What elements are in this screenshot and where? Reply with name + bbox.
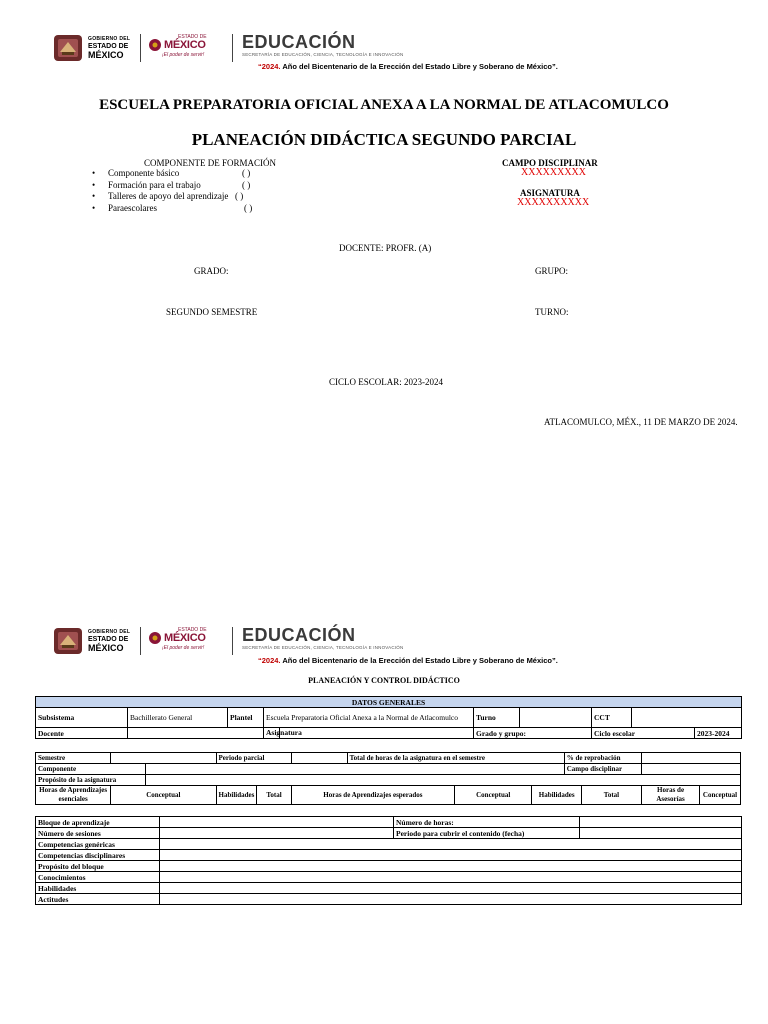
sesiones-value[interactable]: [160, 828, 394, 839]
component-item: [92, 168, 251, 180]
conceptual-header: Conceptual: [455, 786, 532, 805]
education-logo: [242, 32, 403, 57]
edomex-slogan: ¡El poder de servir!: [162, 52, 205, 58]
edu-title: EDUCACIÓN: [242, 32, 356, 52]
motto-text: Año del Bicentenario de la Erección del Estado Libre y Soberano de México”.: [280, 656, 558, 665]
component-mark[interactable]: ( ): [242, 179, 251, 190]
datos-generales-heading: DATOS GENERALES: [36, 697, 742, 708]
horas-asesorias-label: Horas de Asesorías: [642, 786, 700, 805]
campo-value: XXXXXXXXX: [521, 167, 586, 178]
component-heading: COMPONENTE DE FORMACIÓN: [144, 158, 277, 168]
reprobacion-value[interactable]: [642, 753, 741, 764]
edomex-slogan: ¡El poder de servir!: [162, 645, 205, 651]
campo-label: CAMPO DISCIPLINAR: [502, 158, 598, 168]
component-label: Paraescolares: [108, 202, 157, 213]
docente-value[interactable]: [128, 728, 264, 739]
habilidades-header: Habilidades: [216, 786, 257, 805]
ciclo-value[interactable]: 2023-2024: [695, 728, 742, 739]
edomex-flower-icon: [148, 38, 162, 52]
grupo-label: GRUPO:: [535, 266, 569, 276]
semestre-label: Semestre: [36, 753, 111, 764]
header-divider: [232, 627, 233, 655]
table-row-value[interactable]: [160, 872, 742, 883]
component-item: [92, 191, 244, 203]
plantel-value[interactable]: Escuela Preparatoria Oficial Anexa a la Normal de Atlacomulco: [264, 708, 474, 728]
table-row-value[interactable]: [160, 850, 742, 861]
state-government-label: [88, 35, 130, 59]
componente-value[interactable]: [145, 764, 564, 775]
component-item: [92, 202, 253, 215]
horas-esenciales-label: Horas de Aprendizajes esenciales: [36, 786, 111, 805]
total-header: Total: [581, 786, 641, 805]
num-horas-label: Número de horas:: [394, 817, 580, 828]
datos-generales-table: [35, 696, 742, 739]
motto: [258, 62, 558, 71]
page-title: PLANEACIÓN DIDÁCTICA SEGUNDO PARCIAL: [191, 130, 577, 149]
asignatura-table: [35, 752, 741, 805]
state-government-label: [88, 628, 130, 652]
subsistema-value[interactable]: Bachillerato General: [128, 708, 228, 728]
component-label: Formación para el trabajo: [108, 179, 201, 190]
motto-text: Año del Bicentenario de la Erección del Estado Libre y Soberano de México”.: [280, 62, 558, 71]
gob-line3: MÉXICO: [88, 50, 124, 60]
asignatura-value: XXXXXXXXXX: [517, 197, 590, 208]
habilidades-header: Habilidades: [532, 786, 581, 805]
conceptual-header: Conceptual: [111, 786, 216, 805]
bloque-label: Bloque de aprendizaje: [36, 817, 160, 828]
page2-title: PLANEACIÓN Y CONTROL DIDÁCTICO: [308, 676, 460, 685]
ciclo-label: CICLO ESCOLAR: 2023-2024: [329, 377, 444, 387]
edu-title: EDUCACIÓN: [242, 625, 356, 645]
semestre-value[interactable]: [111, 753, 216, 764]
total-header: Total: [257, 786, 291, 805]
table-row-label: Habilidades: [36, 883, 160, 894]
motto-year: “2024.: [258, 656, 281, 665]
table-row-label: Competencias disciplinares: [36, 850, 160, 861]
gob-line2: ESTADO DE: [88, 636, 129, 643]
componente-label: Componente: [36, 764, 146, 775]
edu-subtitle: SECRETARÍA DE EDUCACIÓN, CIENCIA, TECNOLOGÍA E INNOVACIÓN: [242, 645, 404, 650]
component-list: [92, 168, 253, 214]
header-divider: [232, 34, 233, 62]
docente-label: DOCENTE: PROFR. (A): [339, 243, 432, 253]
periodo-value[interactable]: [291, 753, 347, 764]
plantel-label: Plantel: [228, 708, 264, 728]
table-row-label: Actitudes: [36, 894, 160, 905]
subsistema-label: Subsistema: [36, 708, 128, 728]
component-mark[interactable]: ( ): [235, 191, 244, 201]
table-row-label: Competencias genéricas: [36, 839, 160, 850]
conceptual-header: Conceptual: [700, 786, 741, 805]
proposito-asignatura-value[interactable]: [145, 775, 740, 786]
turno-label: Turno: [474, 708, 520, 728]
fecha-label: ATLACOMULCO, MÉX., 11 DE MARZO DE 2024.: [544, 417, 738, 427]
proposito-asignatura-label: Propósito de la asignatura: [36, 775, 146, 786]
gob-line1: GOBIERNO DEL: [88, 629, 131, 635]
grado-label: GRADO:: [194, 266, 229, 276]
edomex-logo: [148, 627, 222, 657]
edomex-small: ESTADO DE: [178, 34, 207, 40]
edomex-flower-icon: [148, 631, 162, 645]
table-row-value[interactable]: [160, 861, 742, 872]
turno-value[interactable]: [520, 708, 592, 728]
gob-line3: MÉXICO: [88, 643, 124, 653]
edomex-logo: [148, 34, 222, 64]
cct-label: CCT: [592, 708, 632, 728]
asignatura-label-text: Asignatura: [266, 728, 302, 737]
asignatura-label: ASIGNATURA: [520, 188, 580, 198]
turno-label: TURNO:: [535, 307, 569, 317]
semestre-label: SEGUNDO SEMESTRE: [166, 307, 258, 317]
component-label: Talleres de apoyo del aprendizaje: [108, 191, 229, 201]
header-divider: [140, 34, 141, 62]
state-seal-icon: [52, 32, 84, 64]
table-row-value[interactable]: [160, 839, 742, 850]
table-row-value[interactable]: [160, 894, 742, 905]
component-mark[interactable]: ( ): [242, 168, 251, 178]
total-horas-label: Total de horas de la asignatura en el semestre: [347, 753, 564, 764]
component-mark[interactable]: ( ): [244, 202, 253, 213]
state-seal-icon: [52, 625, 84, 657]
reprobacion-label: % de reprobación: [564, 753, 641, 764]
campo-disciplinar-value[interactable]: [642, 764, 741, 775]
component-label: Componente básico: [108, 168, 180, 178]
gob-line1: GOBIERNO DEL: [88, 36, 131, 42]
periodo-label: Periodo parcial: [216, 753, 291, 764]
num-horas-value[interactable]: [580, 817, 742, 828]
table-row-label: Conocimientos: [36, 872, 160, 883]
education-logo: [242, 625, 403, 650]
motto: [258, 656, 558, 665]
docente-label: Docente: [36, 728, 128, 739]
horas-esperados-label: Horas de Aprendizajes esperados: [291, 786, 454, 805]
bloque-table: [35, 816, 742, 905]
gob-line2: ESTADO DE: [88, 43, 129, 50]
grado-grupo-label: Grado y grupo:: [474, 728, 592, 739]
motto-year: “2024.: [258, 62, 281, 71]
header-divider: [140, 627, 141, 655]
edomex-name: MÉXICO: [164, 39, 206, 51]
table-row-label: Propósito del bloque: [36, 861, 160, 872]
table-row-value[interactable]: [160, 883, 742, 894]
edomex-small: ESTADO DE: [178, 627, 207, 633]
edomex-name: MÉXICO: [164, 632, 206, 644]
bloque-value[interactable]: [160, 817, 394, 828]
periodo-cubrir-value[interactable]: [580, 828, 742, 839]
asignatura-value[interactable]: [266, 728, 474, 739]
component-item: [92, 179, 251, 192]
school-name: ESCUELA PREPARATORIA OFICIAL ANEXA A LA NORMAL DE ATLACOMULCO: [99, 97, 669, 113]
cct-value[interactable]: [632, 708, 742, 728]
campo-disciplinar-label: Campo disciplinar: [564, 764, 641, 775]
ciclo-label: Ciclo escolar: [592, 728, 695, 739]
edu-subtitle: SECRETARÍA DE EDUCACIÓN, CIENCIA, TECNOLOGÍA E INNOVACIÓN: [242, 52, 404, 57]
sesiones-label: Número de sesiones: [36, 828, 160, 839]
periodo-cubrir-label: Periodo para cubrir el contenido (fecha): [394, 828, 580, 839]
